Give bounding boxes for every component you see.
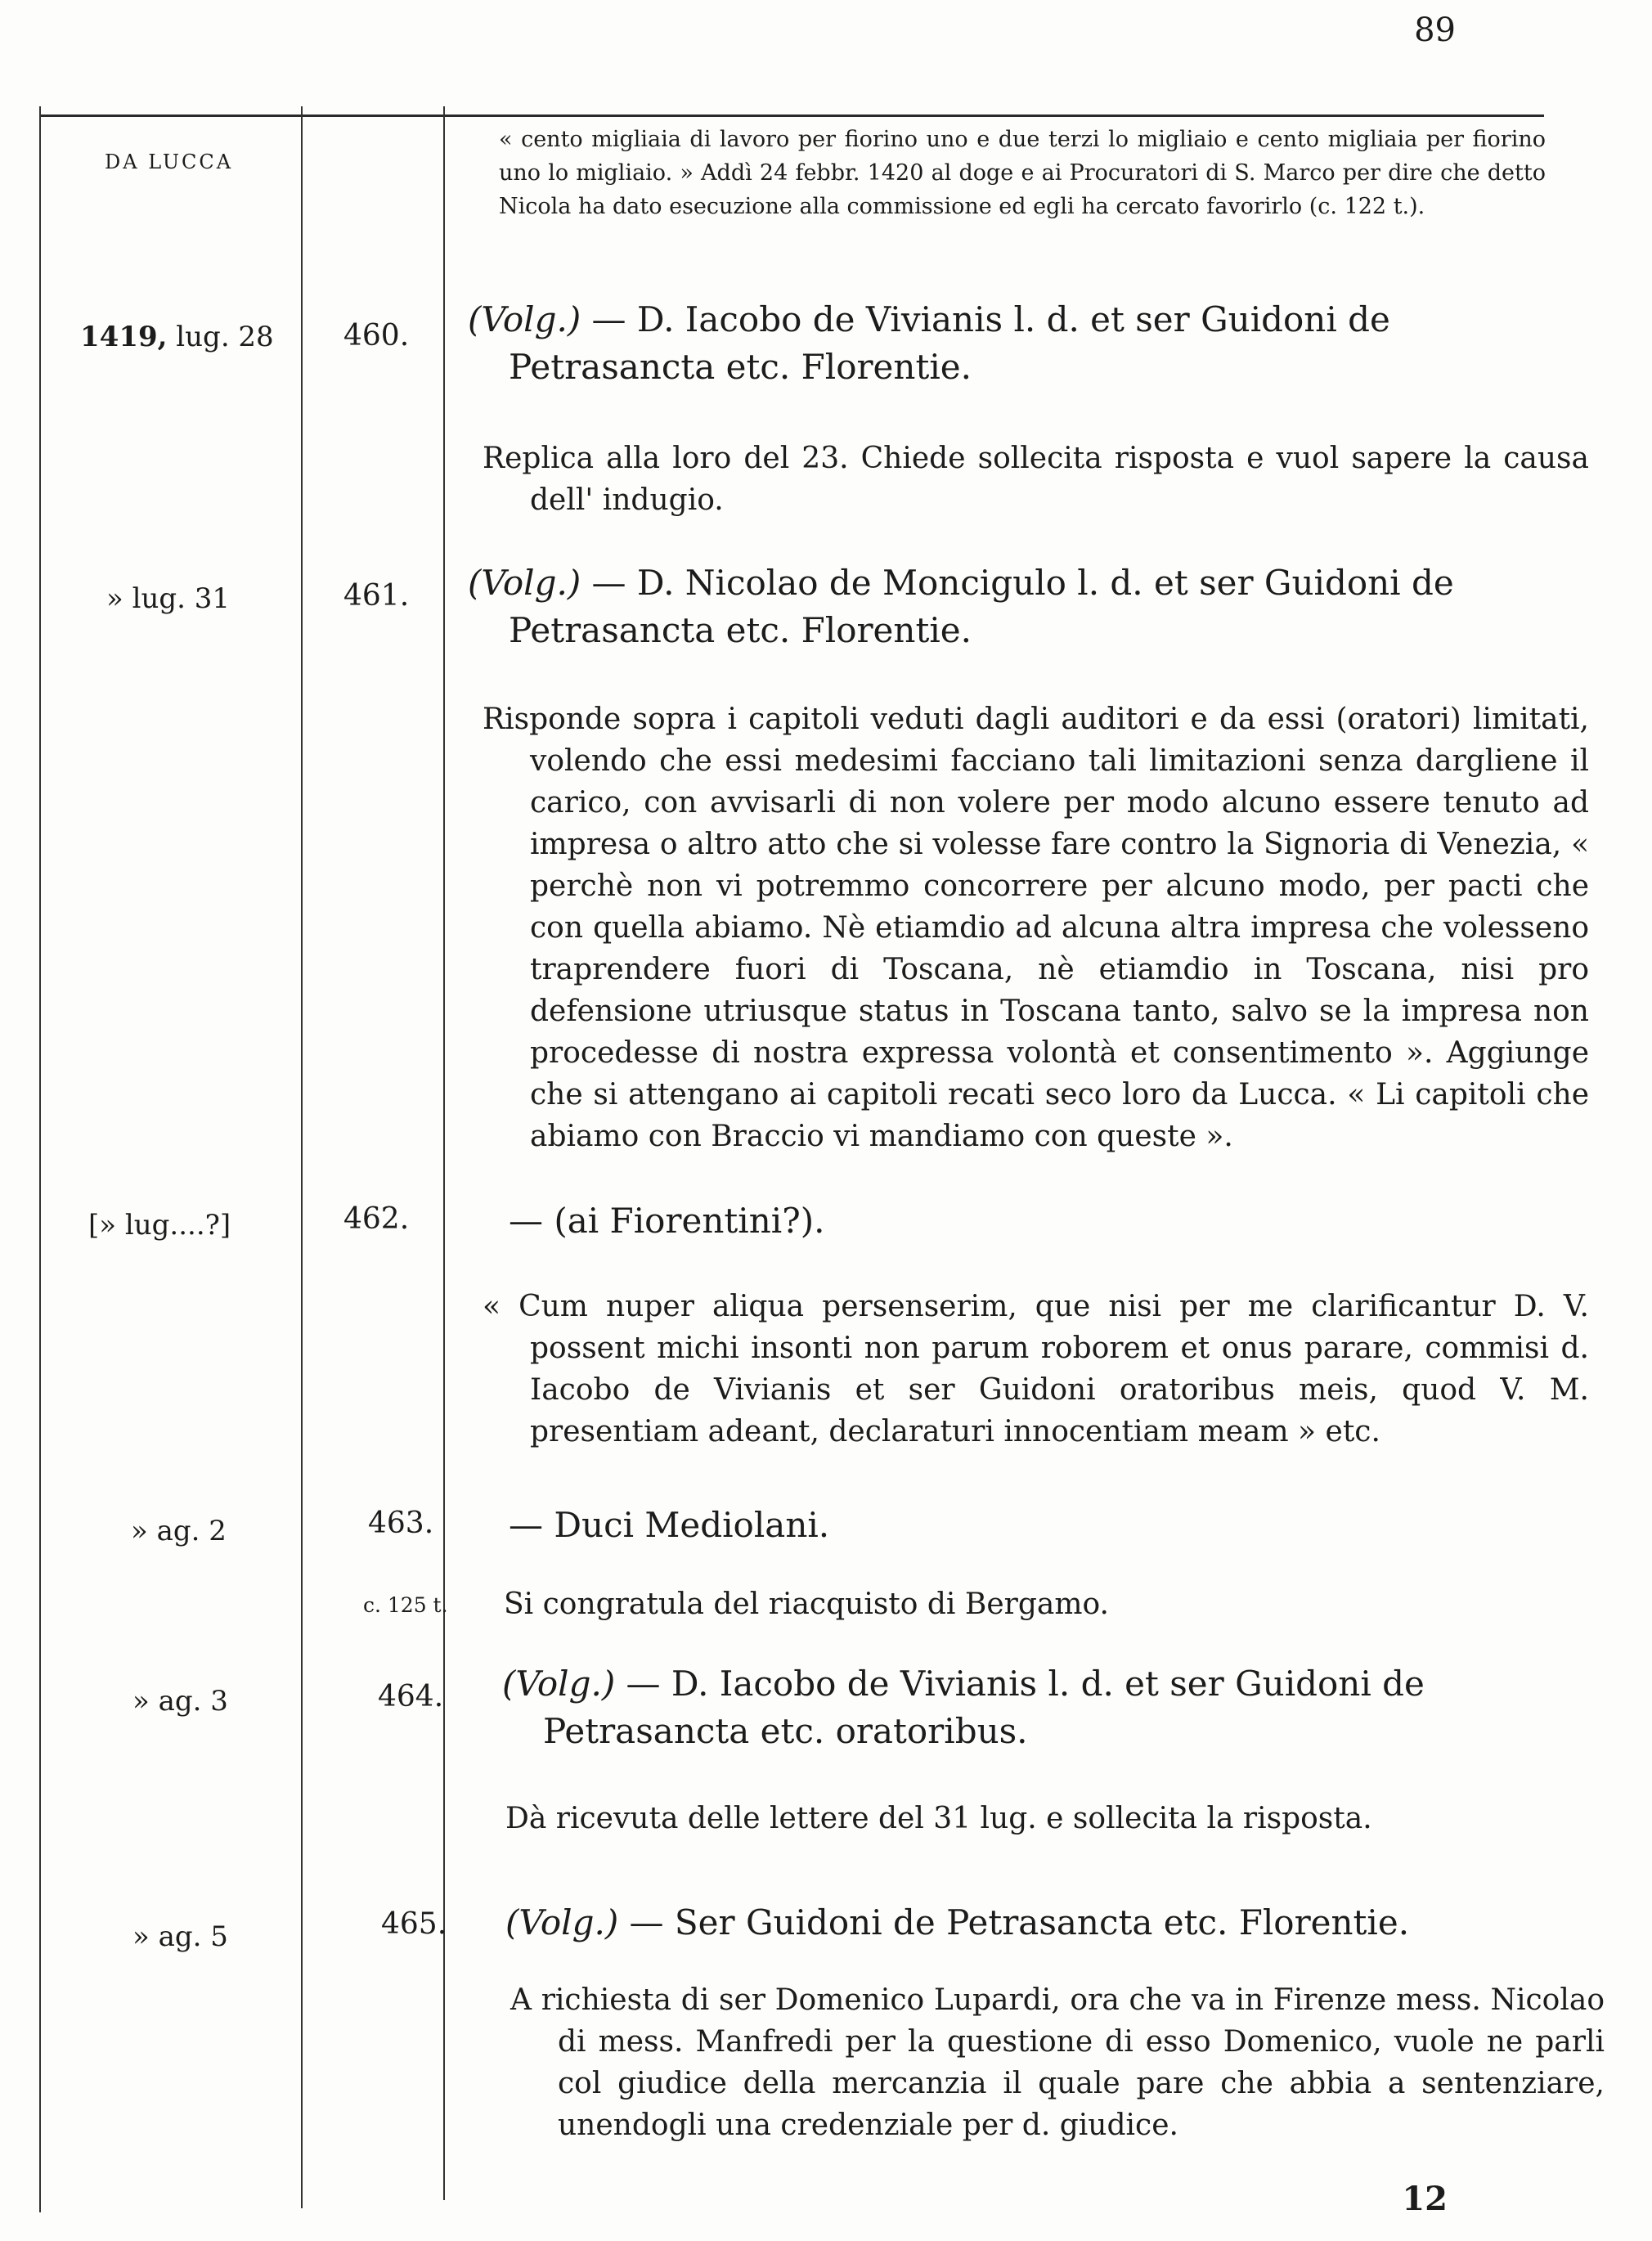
entry-summary: Replica alla loro del 23. Chiede sollecita risposta e vuol sapere la causa dell' indugio. xyxy=(483,442,1589,517)
entry-number: 464. xyxy=(378,1680,444,1713)
entry-date: [» lug....?] xyxy=(88,1209,231,1242)
header-rule xyxy=(39,115,1544,117)
date-column-divider xyxy=(301,106,303,2208)
number-column-divider xyxy=(443,106,445,2200)
heading-prefix: (Volg.) xyxy=(505,1902,619,1942)
heading-text: — D. Nicolao de Moncigulo l. d. et ser Guidoni de Petrasancta etc. Florentie. xyxy=(509,563,1454,650)
heading-prefix: (Volg.) xyxy=(468,299,581,339)
entry-number: 461. xyxy=(343,579,410,613)
heading-text: — D. Iacobo de Vivianis l. d. et ser Guidoni de Petrasancta etc. Florentie. xyxy=(509,299,1390,387)
entry-folio: c. 125 t. xyxy=(363,1593,448,1617)
entry-date: » ag. 3 xyxy=(132,1685,228,1718)
entry-heading: — Duci Mediolani. xyxy=(509,1505,830,1545)
continuation-note: « cento migliaia di lavoro per fiorino uno e due terzi lo migliaio e cento migliaia per fiorino uno lo migliaio. » Addì 24 febbr. 1420 al doge e ai Procuratori di S. Marco per dire che detto Nicola ha dato esecuzione alla commissione ed egli ha cercato favorirlo (c. 122 t.). xyxy=(499,127,1546,219)
entry-summary: Dà ricevuta delle lettere del 31 lug. e sollecita la risposta. xyxy=(505,1802,1372,1835)
source-label: DA LUCCA xyxy=(105,150,234,173)
entry-heading: — (ai Fiorentini?). xyxy=(509,1201,825,1241)
page-number: 89 xyxy=(1414,11,1456,49)
entry-date: » lug. 31 xyxy=(106,582,231,615)
entry-number: 462. xyxy=(343,1202,410,1236)
heading-prefix: (Volg.) xyxy=(502,1664,616,1704)
entry-heading xyxy=(468,296,1580,391)
entry-heading xyxy=(505,1899,1618,1947)
entry-summary: Risponde sopra i capitoli veduti dagli auditori e da essi (oratori) limitati, volendo che essi medesimi facciano tali limitazioni senza dargliene il carico, con avvisarli di non volere per modo alcuno essere tenuto ad impresa o altro atto che si volesse fare contro la Signoria di Venezia, « perchè non vi potremmo concorrere per alcuno modo, per pacti che con quella abiamo. Nè etiamdio ad alcuna altra impresa che volesseno traprendere fuori di Toscana, nè etiamdio in Toscana, nisi pro defensione utriusque status in Toscana tanto, salvo se la impresa non procedesse di nostra expressa volontà et consentimento ». Aggiunge che si attengano ai capitoli recati seco loro da Lucca. « Li capitoli che abiamo con Braccio vi mandiamo con queste ». xyxy=(483,703,1589,1153)
entry-summary: Si congratula del riacquisto di Bergamo. xyxy=(504,1588,1109,1621)
entry-summary: A richiesta di ser Domenico Lupardi, ora che va in Firenze mess. Nicolao di mess. Manfredi per la questione di esso Domenico, vuole ne parli col giudice della mercanzia il quale pare che abbia a sentenziare, unendogli una credenziale per d. giudice. xyxy=(510,1983,1605,2142)
heading-text: — Ser Guidoni de Petrasancta etc. Florentie. xyxy=(618,1902,1410,1942)
entry-date xyxy=(80,321,274,353)
sheet-number: 12 xyxy=(1402,2180,1448,2218)
entry-summary: « Cum nuper aliqua persenserim, que nisi per me clarificantur D. V. possent michi insonti non parum roborem et onus parare, commisi d. Iacobo de Vivianis et ser Guidoni oratoribus meis, quod V. M. presentiam adeant, declaraturi innocentiam meam » etc. xyxy=(483,1290,1589,1448)
entry-number: 465. xyxy=(381,1907,447,1941)
entry-heading xyxy=(468,559,1580,654)
heading-text: — D. Iacobo de Vivianis l. d. et ser Guidoni de Petrasancta etc. oratoribus. xyxy=(543,1664,1425,1751)
entry-number: 463. xyxy=(368,1507,434,1540)
entry-date: » ag. 2 xyxy=(131,1515,227,1547)
entry-heading xyxy=(502,1660,1614,1755)
heading-prefix: (Volg.) xyxy=(468,563,581,603)
left-border-line xyxy=(39,106,41,2212)
entry-date-rest: lug. 28 xyxy=(167,321,274,353)
entry-date-year: 1419, xyxy=(80,321,168,353)
entry-number: 460. xyxy=(343,319,410,353)
entry-date: » ag. 5 xyxy=(132,1920,228,1953)
